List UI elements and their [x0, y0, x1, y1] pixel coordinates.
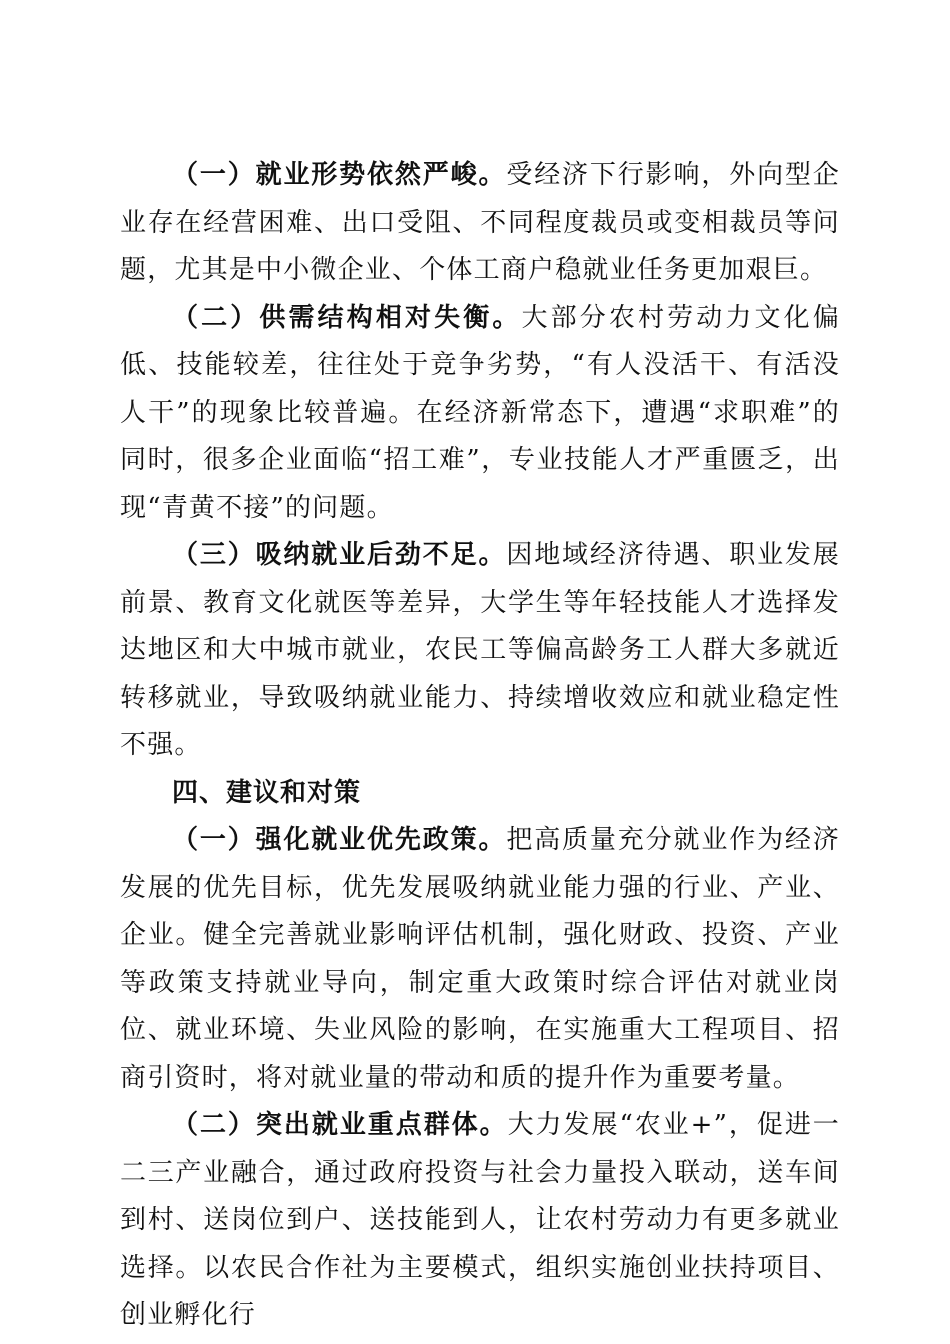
- paragraph-lead: （二）供需结构相对失衡。: [172, 302, 522, 333]
- paragraph-absorption: [120, 532, 840, 770]
- paragraph-lead: （一）强化就业优先政策。: [172, 825, 507, 855]
- paragraph-body: 因地域经济待遇、职业发展前景、教育文化就医等差异，大学生等年轻技能人才选择发达地区和大中城市就业，农民工等偏高龄务工人群大多就近转移就业，导致吸纳就业能力、持续增收效应和就业稳定性不强。: [120, 540, 840, 760]
- paragraph-body: 受经济下行影响，外向型企业存在经营困难、出口受阻、不同程度裁员或变相裁员等问题，尤其是中小微企业、个体工商户稳就业任务更加艰巨。: [120, 160, 840, 285]
- paragraph-body: 大部分农村劳动力文化偏低、技能较差，往往处于竞争劣势，“有人没活干、有活没人干”的现象比较普遍。在经济新常态下，遭遇“求职难”的同时，很多企业面临“招工难”，专业技能人才严重匮乏，出现“青黄不接”的问题。: [120, 302, 841, 523]
- paragraph-key-groups: [120, 1102, 840, 1340]
- paragraph-body: 大力发展“农业+”，促进一二三产业融合，通过政府投资与社会力量投入联动，送车间到村、送岗位到户、送技能到人，让农村劳动力有更多就业选择。以农民合作社为主要模式，组织实施创业扶持项目、创业孵化行: [120, 1110, 840, 1330]
- paragraph-lead: （二）突出就业重点群体。: [172, 1110, 508, 1140]
- paragraph-body: 把高质量充分就业作为经济发展的优先目标，优先发展吸纳就业能力强的行业、产业、企业。健全完善就业影响评估机制，强化财政、投资、产业等政策支持就业导向，制定重大政策时综合评估对就业岗位、就业环境、失业风险的影响，在实施重大工程项目、招商引资时，将对就业量的带动和质的提升作为重要考量。: [120, 825, 840, 1093]
- paragraph-lead: （三）吸纳就业后劲不足。: [172, 540, 507, 570]
- section-heading: 四、建议和对策: [172, 777, 362, 808]
- paragraph-supply-demand: [120, 295, 840, 533]
- paragraph-employment-situation: [120, 152, 840, 295]
- paragraph-priority-policy: [120, 817, 840, 1102]
- document-body: [120, 152, 840, 1340]
- paragraph-lead: （一）就业形势依然严峻。: [172, 160, 507, 190]
